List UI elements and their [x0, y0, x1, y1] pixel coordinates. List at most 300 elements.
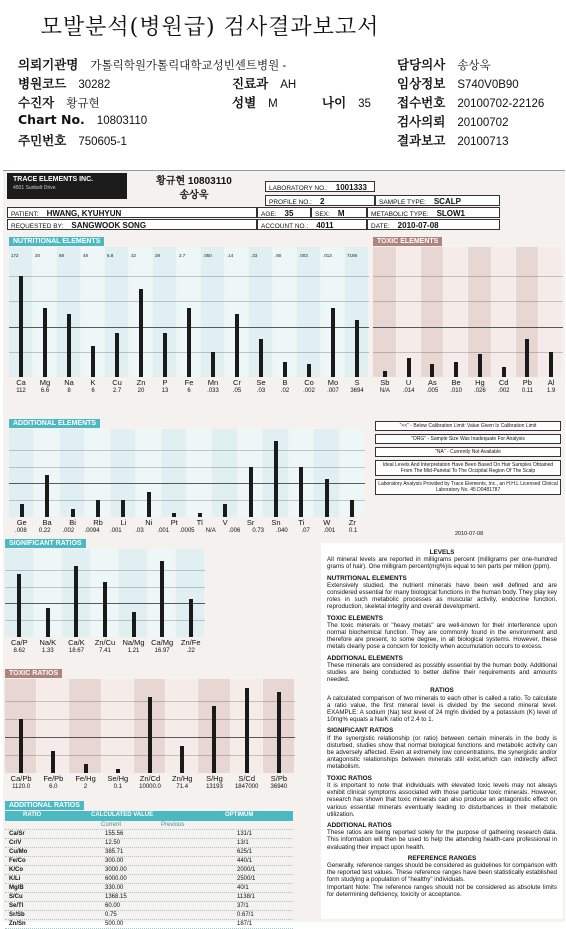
- chart-value-label: N/A: [379, 388, 390, 394]
- table-row: [5, 857, 293, 866]
- chart-category-label: Ca: [16, 378, 26, 387]
- chart-value-label: 6: [91, 388, 95, 394]
- header-field-value: S740V0B90: [457, 79, 519, 91]
- chart-bar: [407, 358, 411, 377]
- chart-value-label: .014: [402, 388, 415, 394]
- grid-line: [9, 450, 365, 451]
- chart-value-label: 8: [67, 388, 71, 394]
- chart-category-label: Hg: [475, 378, 485, 387]
- header-field-label: 성별: [232, 95, 257, 110]
- sig-ratios-title: SIGNIFICANT RATIOS: [5, 539, 86, 548]
- toxic-chart: [373, 247, 563, 399]
- additional-ratios-table: [5, 811, 293, 929]
- chart-column: [492, 247, 515, 377]
- chart-category-label: Zr: [348, 518, 356, 527]
- chart-tick: .33: [251, 253, 258, 258]
- chart-value-label: 0.22: [38, 528, 51, 534]
- chart-value-label: .002: [62, 528, 75, 534]
- lab-number-field: LABORATORY NO.: 1001333: [265, 181, 375, 192]
- requested-by-field: REQUESTED BY: SANGWOOK SONG: [7, 219, 257, 230]
- chart-category-label: As: [427, 378, 437, 387]
- chart-value-label: N/A: [205, 528, 216, 534]
- legend-item: "<<" - Below Calibration Limit: Value Given Is Calibration Limit: [375, 421, 561, 431]
- interpretation-text: LEVELS All mineral levels are reported in milligrams percent (milligrams per one-hundred grams of hair). One milligram percent(mg%)is equal to ten parts per million (ppm). NUTRITIONAL ELEMENTS Extensively studied, the nutrient minerals have been well defined and are considered essential for many biological functions in the human body. They play key roles in such metabolic processes as muscular activity, endocrine function, reproduction, skeletal integrity and overall development. TOXIC ELEMENTS The toxic minerals or "heavy metals" are well-known for their interference upon normal biochemical function. They are commonly found in the environment and therefore are present, to some degree, in all biological systems. However, these metals clearly pose a concern for toxicity when accumulation occurs to excess. ADDITIONAL ELEMENTS These minerals are considered as possibly essential by the human body. Additional studies are being conducted to better define their requirements and amounts needed. RATIOS A calculated comparison of two minerals to each other is called a ratio. To calculate a ratio value, the first mineral level is divided by the second mineral level. EXAMPLE: A sodium (Na) test level of 24 mg% divided by a potassium (K) level of 10mg% equals a Na/K ratio of 2.4 to 1. SIGNIFICANT RATIOS If the synergistic relationship (or ratio) between certain minerals in the body is disturbed, studies show that normal biological functions and metabolic activity can be adversely affected. Even at extremely low concentrations, the synergistic and/or antagonistic relationships between minerals still exist,which can indirectly affect metabolism. TOXIC RATIOS It is important to note that individuals with elevated toxic levels may not always exhibit clinical symptoms associated with those particular toxic minerals. However, research has shown that toxic minerals can also produce an antagonistic effect on various essential minerals eventually leading to disturbances in their metabolic utilization. ADDITIONAL RATIOS These ratios are being reported solely for the purpose of gathering research data. This information will then be used to help the attending health-care professional in evaluating their impact upon health. REFERENCE RANGES Generally, reference ranges should be considered as guidelines for comparison with the reported test values. These reference ranges have been statistically established form studying a population of "healthy" individuals. Important Note: The reference ranges should not be considered as absolute limits for determining deficiency, toxicity or acceptance.: [321, 543, 563, 919]
- ratio-current: 0.75: [105, 912, 117, 918]
- toxic-title: TOXIC ELEMENTS: [373, 237, 442, 246]
- chart-value-label: 16.97: [154, 648, 170, 654]
- sample-type-field: SAMPLE TYPE: SCALP: [375, 195, 500, 206]
- table-header-cell: OPTIMUM: [225, 812, 254, 818]
- table-row: [5, 911, 293, 920]
- ratio-name: Se/Tl: [9, 903, 24, 909]
- chart-bar: [274, 441, 278, 517]
- chart-value-label: 0.1: [113, 784, 122, 790]
- header-field-label: 의뢰기관명: [18, 57, 79, 72]
- chart-value-label: 2: [83, 784, 88, 790]
- chart-bar: [20, 504, 24, 517]
- chart-category-label: W: [323, 518, 331, 527]
- chart-bar: [525, 339, 529, 377]
- chart-value-label: .001: [109, 528, 122, 534]
- ratio-name: Cr/V: [9, 840, 22, 846]
- header-field-label: 진료과: [232, 76, 269, 91]
- chart-value-label: .0094: [84, 528, 100, 534]
- chart-category-label: Ca/K: [68, 638, 85, 647]
- chart-bar: [325, 479, 329, 517]
- chart-value-label: 3694: [350, 388, 364, 394]
- chart-category-label: S/Hg: [206, 774, 223, 783]
- chart-category-label: S: [354, 378, 360, 387]
- legend-item: Ideal Levels And Interpretation Have Been Based On Hair Samples Obtained From The Mid-Parietal To The Occipital Region Of The Scalp: [375, 460, 561, 476]
- ratio-optimum: 131/1: [237, 831, 253, 837]
- lab-header: [3, 171, 565, 233]
- table-row: [5, 866, 293, 875]
- table-subheader: [5, 821, 293, 830]
- chart-value-label: 36940: [270, 784, 288, 790]
- legend: [375, 421, 561, 498]
- chart-tick: .80: [275, 253, 282, 258]
- chart-bar: [172, 513, 176, 517]
- chart-bar: [211, 352, 215, 377]
- chart-bar: [148, 697, 152, 774]
- chart-bar: [549, 352, 553, 377]
- age-field: AGE: 35: [257, 207, 311, 218]
- table-row: [5, 902, 293, 911]
- chart-bar: [19, 719, 23, 773]
- nutritional-chart: [9, 247, 369, 399]
- header-field: [397, 74, 519, 92]
- chart-value-label: 1847000: [234, 784, 259, 790]
- add-ratios-title: ADDITIONAL RATIOS: [5, 801, 84, 810]
- chart-value-label: 6.0: [49, 784, 58, 790]
- chart-category-label: Ba: [42, 518, 52, 527]
- table-row: [5, 839, 293, 848]
- ratio-current: 1368.15: [105, 894, 127, 900]
- lab-logo: TRACE ELEMENTS INC. 4501 Sunbelt Drive: [7, 173, 127, 199]
- chart-value-label: 7.41: [99, 648, 111, 654]
- sex-field: SEX: M: [311, 207, 367, 218]
- chart-column: [187, 429, 211, 517]
- chart-column: [102, 679, 133, 773]
- chart-bar: [132, 612, 136, 637]
- chart-tick: 32: [131, 253, 137, 258]
- chart-value-label: 71.4: [176, 784, 189, 790]
- chart-bar: [430, 364, 434, 377]
- metabolic-type-field: METABOLIC TYPE: SLOW1: [367, 207, 500, 218]
- ratio-name: Cu/Mo: [9, 849, 28, 855]
- grid-line: [9, 500, 365, 501]
- chart-category-label: Na: [64, 378, 74, 387]
- ratio-name: Zn/Sn: [9, 921, 26, 927]
- ratio-name: K/Co: [9, 867, 23, 873]
- chart-value-label: .0005: [179, 528, 195, 534]
- chart-bar: [91, 346, 95, 378]
- patient-field: PATIENT: HWANG, KYUHYUN: [7, 207, 257, 218]
- ratio-optimum: 13/1: [237, 840, 249, 846]
- grid-line: [9, 301, 369, 302]
- chart-value-label: .001: [323, 528, 336, 534]
- header-field-label: Chart No.: [18, 112, 85, 127]
- ratio-optimum: 37/1: [237, 903, 249, 909]
- chart-category-label: Se/Hg: [107, 774, 129, 783]
- header-field: [18, 74, 110, 92]
- chart-bar: [51, 751, 55, 774]
- chart-category-label: Al: [547, 378, 555, 387]
- lab-report-scan: [3, 170, 565, 927]
- chart-value-label: 20: [137, 388, 145, 394]
- chart-bar: [139, 289, 143, 377]
- chart-value-label: .010: [450, 388, 462, 394]
- chart-value-label: .03: [135, 528, 144, 534]
- chart-tick: 6.8: [107, 253, 114, 258]
- chart-bar: [43, 308, 47, 377]
- ratio-optimum: 1138/1: [237, 894, 255, 900]
- header-field: [397, 131, 508, 149]
- header-field: [18, 131, 127, 149]
- ratio-optimum: 625/1: [237, 849, 253, 855]
- ratio-name: Ca/Sr: [9, 831, 25, 837]
- chart-category-label: S/Pb: [270, 774, 287, 783]
- chart-category-label: Se: [256, 378, 266, 387]
- chart-tick: 7198: [347, 253, 358, 258]
- chart-tick: 20: [35, 253, 41, 258]
- table-subheader-cell: Previous: [161, 822, 185, 828]
- nutritional-title: NUTRITIONAL ELEMENTS: [9, 237, 104, 246]
- chart-tick: 172: [11, 253, 19, 258]
- chart-bar: [383, 371, 387, 377]
- table-row: [5, 920, 293, 929]
- chart-value-label: 2.7: [112, 388, 122, 394]
- table-subheader-cell: Current: [101, 822, 122, 828]
- chart-bar: [147, 492, 151, 517]
- chart-category-label: Ca/Pb: [10, 774, 32, 783]
- chart-value-label: .02: [280, 388, 290, 394]
- chart-category-label: S/Cd: [238, 774, 255, 783]
- chart-bar: [189, 599, 193, 637]
- report-title: 모발분석(병원급) 검사결과보고서: [40, 15, 380, 40]
- header-field-value: 20100702: [457, 117, 509, 129]
- chart-bar: [103, 582, 107, 637]
- ratio-current: 60.00: [105, 903, 121, 909]
- chart-category-label: Pt: [170, 518, 178, 527]
- chart-value-label: .026: [474, 388, 486, 394]
- chart-bar: [331, 308, 335, 377]
- header-field-label: 병원코드: [18, 76, 67, 91]
- chart-bar: [67, 314, 71, 377]
- ratio-name: Sr/Sb: [9, 912, 25, 918]
- chart-category-label: Ca/P: [10, 638, 28, 647]
- chart-value-label: 8.62: [13, 648, 26, 654]
- chart-column: [444, 247, 467, 377]
- chart-category-label: Na/Mg: [122, 638, 145, 647]
- chart-category-label: Fe/Pb: [43, 774, 64, 783]
- header-field-label: 검사의뢰: [397, 114, 446, 129]
- ratio-current: 12.50: [105, 840, 121, 846]
- ratio-optimum: 40/1: [237, 885, 249, 891]
- table-header-cell: RATIO: [23, 812, 42, 818]
- chart-value-label: .07: [301, 528, 310, 534]
- chart-category-label: Cr: [233, 378, 241, 387]
- header-field-label: 담당의사: [397, 57, 446, 72]
- chart-bar: [84, 764, 88, 773]
- chart-category-label: Li: [120, 518, 127, 527]
- chart-category-label: U: [405, 378, 412, 387]
- chart-tick: .013: [323, 253, 332, 258]
- header-field-label: 임상정보: [397, 76, 446, 91]
- chart-bar: [116, 769, 120, 774]
- chart-value-label: .05: [232, 388, 242, 394]
- chart-bar: [350, 500, 354, 517]
- header-field: [397, 55, 491, 73]
- ratio-current: 300.00: [105, 858, 124, 864]
- chart-category-label: Sn: [271, 518, 281, 527]
- chart-value-label: .006: [228, 528, 241, 534]
- chart-category-label: Cu: [112, 378, 122, 387]
- header-field-label: 결과보고: [397, 133, 446, 148]
- chart-value-label: .22: [186, 648, 195, 654]
- header-age: 나이 35: [322, 95, 371, 110]
- chart-column: [69, 679, 100, 773]
- chart-bar: [277, 692, 281, 773]
- chart-category-label: Ni: [145, 518, 153, 527]
- chart-value-label: 1.21: [127, 648, 140, 654]
- additional-chart: [9, 429, 365, 539]
- chart-column: [162, 429, 186, 517]
- ratio-optimum: 0.67/1: [237, 912, 254, 918]
- header-field-value: 20100702-22126: [457, 98, 545, 110]
- table-row: [5, 848, 293, 857]
- chart-tick: 68: [59, 253, 65, 258]
- chart-bar: [17, 574, 21, 637]
- chart-category-label: Na/K: [39, 638, 57, 647]
- chart-bar: [46, 608, 50, 637]
- table-row: [5, 830, 293, 839]
- header-field-value: 20100713: [457, 136, 509, 148]
- chart-column: [373, 247, 396, 377]
- chart-value-label: .005: [426, 388, 439, 394]
- chart-bar: [19, 276, 23, 377]
- chart-category-label: Bi: [69, 518, 76, 527]
- chart-tick: 2.7: [179, 253, 186, 258]
- header-field: [18, 93, 100, 111]
- header-field-value: M: [268, 98, 278, 110]
- chart-value-label: 13: [161, 388, 169, 394]
- chart-category-label: Zn: [136, 378, 146, 387]
- chart-tick: .050: [203, 253, 212, 258]
- ratio-optimum: 187/1: [237, 921, 253, 927]
- ratio-name: S/Cu: [9, 894, 23, 900]
- header-field: [18, 55, 286, 73]
- chart-column: [421, 247, 444, 377]
- chart-category-label: Zn/Cd: [139, 774, 161, 783]
- table-row: [5, 884, 293, 893]
- chart-bar: [160, 561, 164, 637]
- chart-value-label: 1120.0: [12, 784, 31, 790]
- account-field: ACCOUNT NO.: 4011: [257, 219, 367, 230]
- header-field: [18, 112, 147, 127]
- chart-bar: [355, 320, 359, 377]
- chart-value-label: 0.11: [521, 388, 533, 394]
- chart-bar: [115, 333, 119, 377]
- chart-value-label: 10000.0: [139, 784, 161, 790]
- chart-category-label: Co: [304, 378, 314, 387]
- toxic-ratios-title: TOXIC RATIOS: [5, 669, 62, 678]
- chart-category-label: Ge: [16, 518, 27, 527]
- chart-bar: [283, 362, 287, 377]
- chart-bar: [478, 354, 482, 377]
- legend-item: "NA" - Currently Not Available: [375, 447, 561, 457]
- ratio-optimum: 440/1: [237, 858, 253, 864]
- sig-ratios-chart: [5, 549, 205, 659]
- chart-category-label: B: [282, 378, 288, 387]
- header-field: [397, 93, 544, 111]
- chart-value-label: .03: [256, 388, 266, 394]
- chart-value-label: .001: [157, 528, 170, 534]
- chart-bar: [245, 688, 249, 774]
- chart-value-label: 6: [187, 388, 191, 394]
- date-field: DATE: 2010-07-08: [367, 219, 500, 230]
- header-field-value: 30282: [78, 79, 111, 91]
- header-field-value: AH: [280, 79, 297, 91]
- grid-line: [373, 276, 563, 277]
- chart-category-label: P: [162, 378, 168, 387]
- chart-value-label: .033: [207, 388, 219, 394]
- header-field: [232, 74, 296, 92]
- chart-value-label: 1.33: [42, 648, 54, 654]
- chart-bar: [163, 333, 167, 377]
- chart-category-label: Zn/Hg: [172, 774, 193, 783]
- ratio-optimum: 2000/1: [237, 867, 256, 873]
- chart-category-label: Fe/Hg: [75, 774, 96, 783]
- chart-bar: [198, 513, 202, 517]
- ratio-name: Fe/Co: [9, 858, 26, 864]
- ratio-current: 500.00: [105, 921, 124, 927]
- chart-value-label: 18.67: [68, 648, 84, 654]
- grid-line: [9, 276, 369, 277]
- chart-category-label: Pb: [522, 378, 532, 387]
- chart-bar: [71, 509, 75, 517]
- ratio-optimum: 2500/1: [237, 876, 256, 882]
- ratio-current: 385.71: [105, 849, 124, 855]
- chart-value-label: 13193: [206, 784, 223, 790]
- chart-bar: [212, 706, 216, 774]
- chart-bar: [74, 566, 78, 637]
- chart-bar: [96, 500, 100, 517]
- table-row: [5, 893, 293, 902]
- chart-category-label: Ca/Mg: [151, 638, 174, 647]
- chart-category-label: Tl: [196, 518, 203, 527]
- chart-value-label: .002: [497, 388, 510, 394]
- table-header-cell: CALCULATED VALUE: [91, 812, 154, 818]
- chart-value-label: .040: [276, 528, 288, 534]
- ratio-current: 330.00: [105, 885, 124, 891]
- chart-value-label: 0.1: [348, 528, 358, 534]
- grid-line: [9, 483, 365, 484]
- chart-value-label: 6.6: [40, 388, 50, 394]
- table-row: [5, 875, 293, 884]
- grid-line: [373, 352, 563, 353]
- header-field-label: 수진자: [18, 95, 55, 110]
- chart-value-label: .008: [15, 528, 27, 534]
- legend-item: "ORG" - Sample Size Was Inadequate For Analysis: [375, 434, 561, 444]
- chart-category-label: Ti: [298, 518, 305, 527]
- chart-bar: [307, 364, 311, 377]
- chart-bar: [235, 314, 239, 377]
- chart-tick: .003: [299, 253, 308, 258]
- chart-value-label: 1.9: [546, 388, 556, 394]
- chart-bar: [454, 362, 458, 377]
- chart-category-label: K: [90, 378, 96, 387]
- grid-line: [9, 467, 365, 468]
- chart-column: [60, 429, 84, 517]
- chart-category-label: Cd: [498, 378, 509, 387]
- grid-line: [373, 301, 563, 302]
- chart-bar: [502, 367, 506, 377]
- ratio-current: 155.56: [105, 831, 124, 837]
- header-field: [397, 112, 508, 130]
- ratio-name: Mg/B: [9, 885, 24, 891]
- chart-column: [273, 247, 296, 377]
- grid-line: [5, 570, 205, 571]
- chart-category-label: Be: [451, 378, 461, 387]
- chart-column: [297, 247, 320, 377]
- chart-tick: 29: [155, 253, 161, 258]
- header-field-value: 750605-1: [78, 136, 127, 148]
- chart-bar: [45, 475, 49, 517]
- header-field-value: 가톨릭학원가톨릭대학교성빈센트병원 -: [90, 60, 287, 72]
- grid-line: [373, 327, 563, 328]
- header-field-value: 황규현: [66, 98, 100, 110]
- chart-category-label: Zn/Fe: [180, 638, 201, 647]
- chart-category-label: V: [222, 518, 228, 527]
- chart-category-label: Mn: [207, 378, 219, 387]
- chart-category-label: Fe: [184, 378, 194, 387]
- header-field: [232, 93, 278, 111]
- chart-bar: [223, 504, 227, 517]
- chart-bar: [299, 467, 303, 517]
- chart-value-label: .002: [303, 388, 315, 394]
- chart-value-label: .007: [327, 388, 339, 394]
- chart-category-label: Mo: [327, 378, 339, 387]
- legend-item: Laboratory Analysis Provided by Trace Elements, Inc., an H.H.L Licensed Clinical Laboratory No. 45 D0481787: [375, 479, 561, 495]
- table-header: [5, 811, 293, 821]
- chart-tick: 48: [83, 253, 89, 258]
- chart-bar: [180, 746, 184, 773]
- header-field-value: 송상욱: [457, 60, 491, 72]
- chart-category-label: Mg: [39, 378, 51, 387]
- toxic-ratios-chart: [5, 679, 295, 795]
- header-field-value: 10803110: [96, 115, 148, 127]
